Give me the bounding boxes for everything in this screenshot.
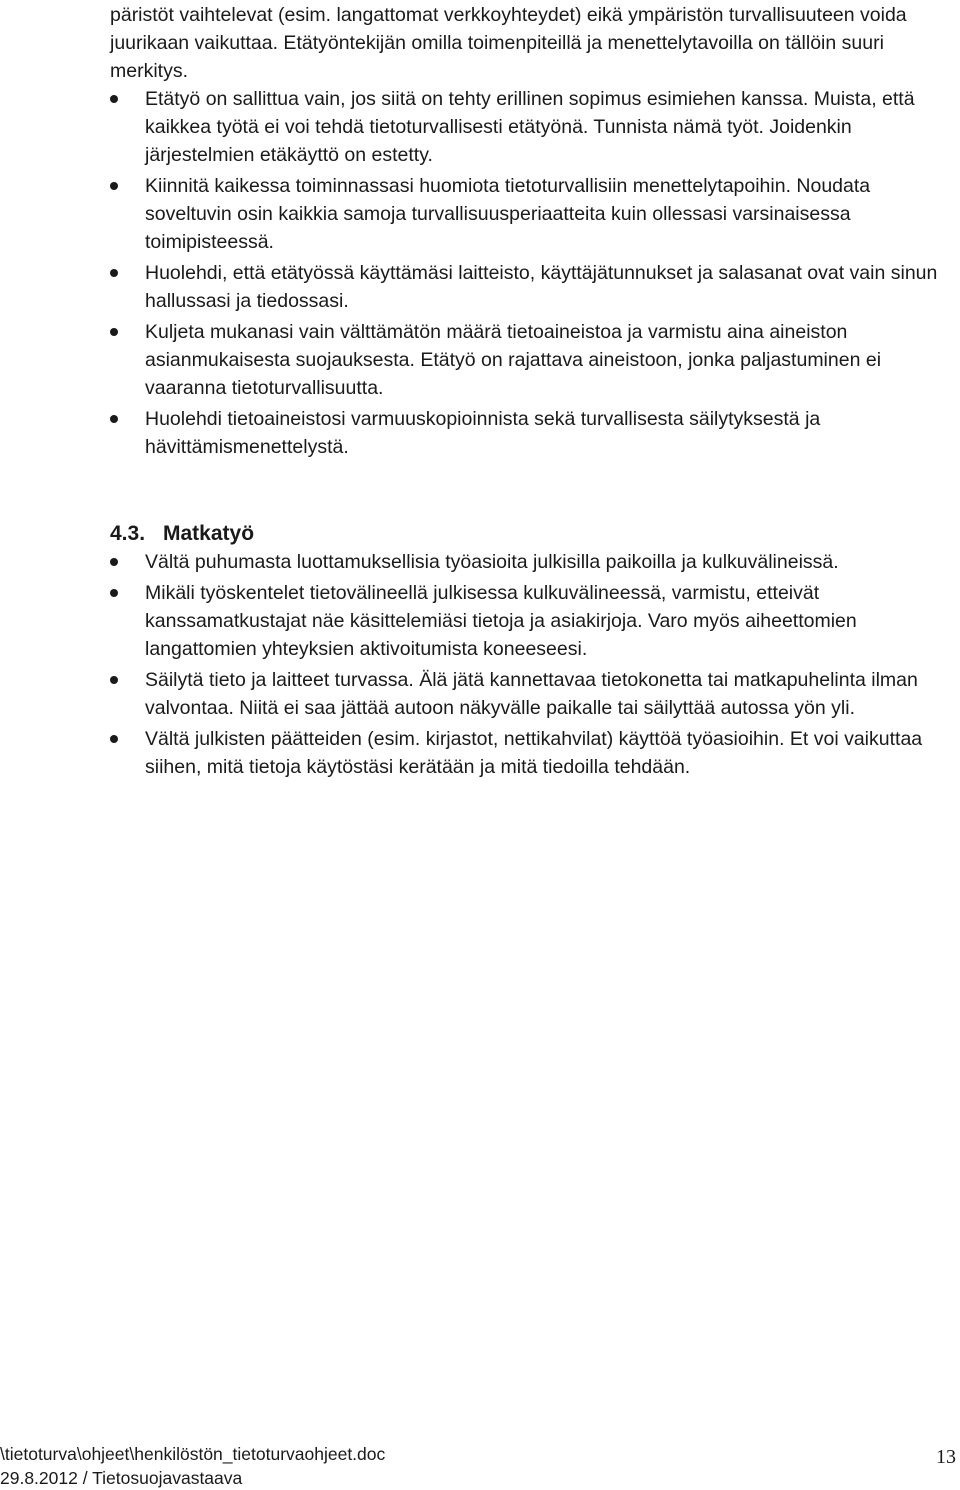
travel-work-guidelines-list — [110, 548, 960, 781]
intro-paragraph: päristöt vaihtelevat (esim. langattomat verkkoyhteydet) eikä ympäristön turvallisuuteen voida juurikaan vaikuttaa. Etätyöntekijän omilla toimenpiteillä ja menettelytavoilla on tällöin suuri merkitys. — [110, 4, 907, 82]
remote-work-guidelines-list — [110, 85, 960, 461]
list-item — [110, 172, 960, 256]
list-item — [110, 725, 960, 781]
bullet-icon — [110, 558, 118, 566]
list-item-text: Huolehdi tietoaineistosi varmuuskopioinnista sekä turvallisesta säilytyksestä ja hävittämismenettelystä. — [145, 408, 821, 458]
footer-date-author: 29.8.2012 / Tietosuojavastaava — [0, 1468, 243, 1488]
section-title: Matkatyö — [163, 522, 255, 545]
list-item — [110, 548, 960, 576]
list-item-text: Vältä julkisten päätteiden (esim. kirjastot, nettikahvilat) käyttöä työasioihin. Et voi vaikuttaa siihen, mitä tietoja käytöstäsi kerätään ja mitä tiedoilla tehdään. — [145, 728, 923, 778]
bullet-icon — [110, 182, 118, 190]
list-item — [110, 579, 960, 663]
document-body — [110, 0, 960, 781]
page-footer — [0, 1442, 960, 1490]
section-number: 4.3. — [110, 522, 146, 545]
list-item — [110, 318, 960, 402]
list-item — [110, 666, 960, 722]
list-item-text: Kuljeta mukanasi vain välttämätön määrä tietoaineistoa ja varmistu aina aineiston asianmukaisesta suojauksesta. Etätyö on rajattava aineistoon, jonka paljastuminen ei vaaranna tietoturvallisuutta. — [145, 321, 882, 399]
page-number: 13 — [936, 1446, 956, 1468]
bullet-icon — [110, 589, 118, 597]
bullet-icon — [110, 269, 118, 277]
bullet-icon — [110, 735, 118, 743]
list-item-text: Vältä puhumasta luottamuksellisia työasioita julkisilla paikoilla ja kulkuvälineissä. — [145, 551, 839, 573]
bullet-icon — [110, 328, 118, 336]
bullet-icon — [110, 676, 118, 684]
list-item — [110, 259, 960, 315]
list-item-text: Huolehdi, että etätyössä käyttämäsi laitteisto, käyttäjätunnukset ja salasanat ovat vain sinun hallussasi ja tiedossasi. — [145, 262, 938, 312]
bullet-icon — [110, 95, 118, 103]
list-item — [110, 405, 960, 461]
list-item-text: Mikäli työskentelet tietovälineellä julkisessa kulkuvälineessä, varmistu, etteivät kanssamatkustajat näe käsittelemiäsi tietoja ja asiakirjoja. Varo myös aiheettomien langattomien yhteyksien aktivoitumista koneeseesi. — [145, 582, 857, 660]
section-heading — [110, 520, 960, 548]
list-item-text: Kiinnitä kaikessa toiminnassasi huomiota tietoturvallisiin menettelytapoihin. Noudata soveltuvin osin kaikkia samoja turvallisuusperiaatteita kuin ollessasi varsinaisessa toimipisteessä. — [145, 175, 871, 253]
list-item-text: Etätyö on sallittua vain, jos siitä on tehty erillinen sopimus esimiehen kanssa. Muista, että kaikkea työtä ei voi tehdä tietoturvallisesti etätyönä. Tunnista nämä työt. Joidenkin järjestelmien etäkäyttö on estetty. — [145, 88, 915, 166]
footer-file-path: \tietoturva\ohjeet\henkilöstön_tietoturvaohjeet.doc — [0, 1444, 386, 1464]
list-item — [110, 85, 960, 169]
list-item-text: Säilytä tieto ja laitteet turvassa. Älä jätä kannettavaa tietokonetta tai matkapuhelinta ilman valvontaa. Niitä ei saa jättää autoon näkyvälle paikalle tai säilyttää autossa yön yli. — [145, 669, 918, 719]
bullet-icon — [110, 415, 118, 423]
